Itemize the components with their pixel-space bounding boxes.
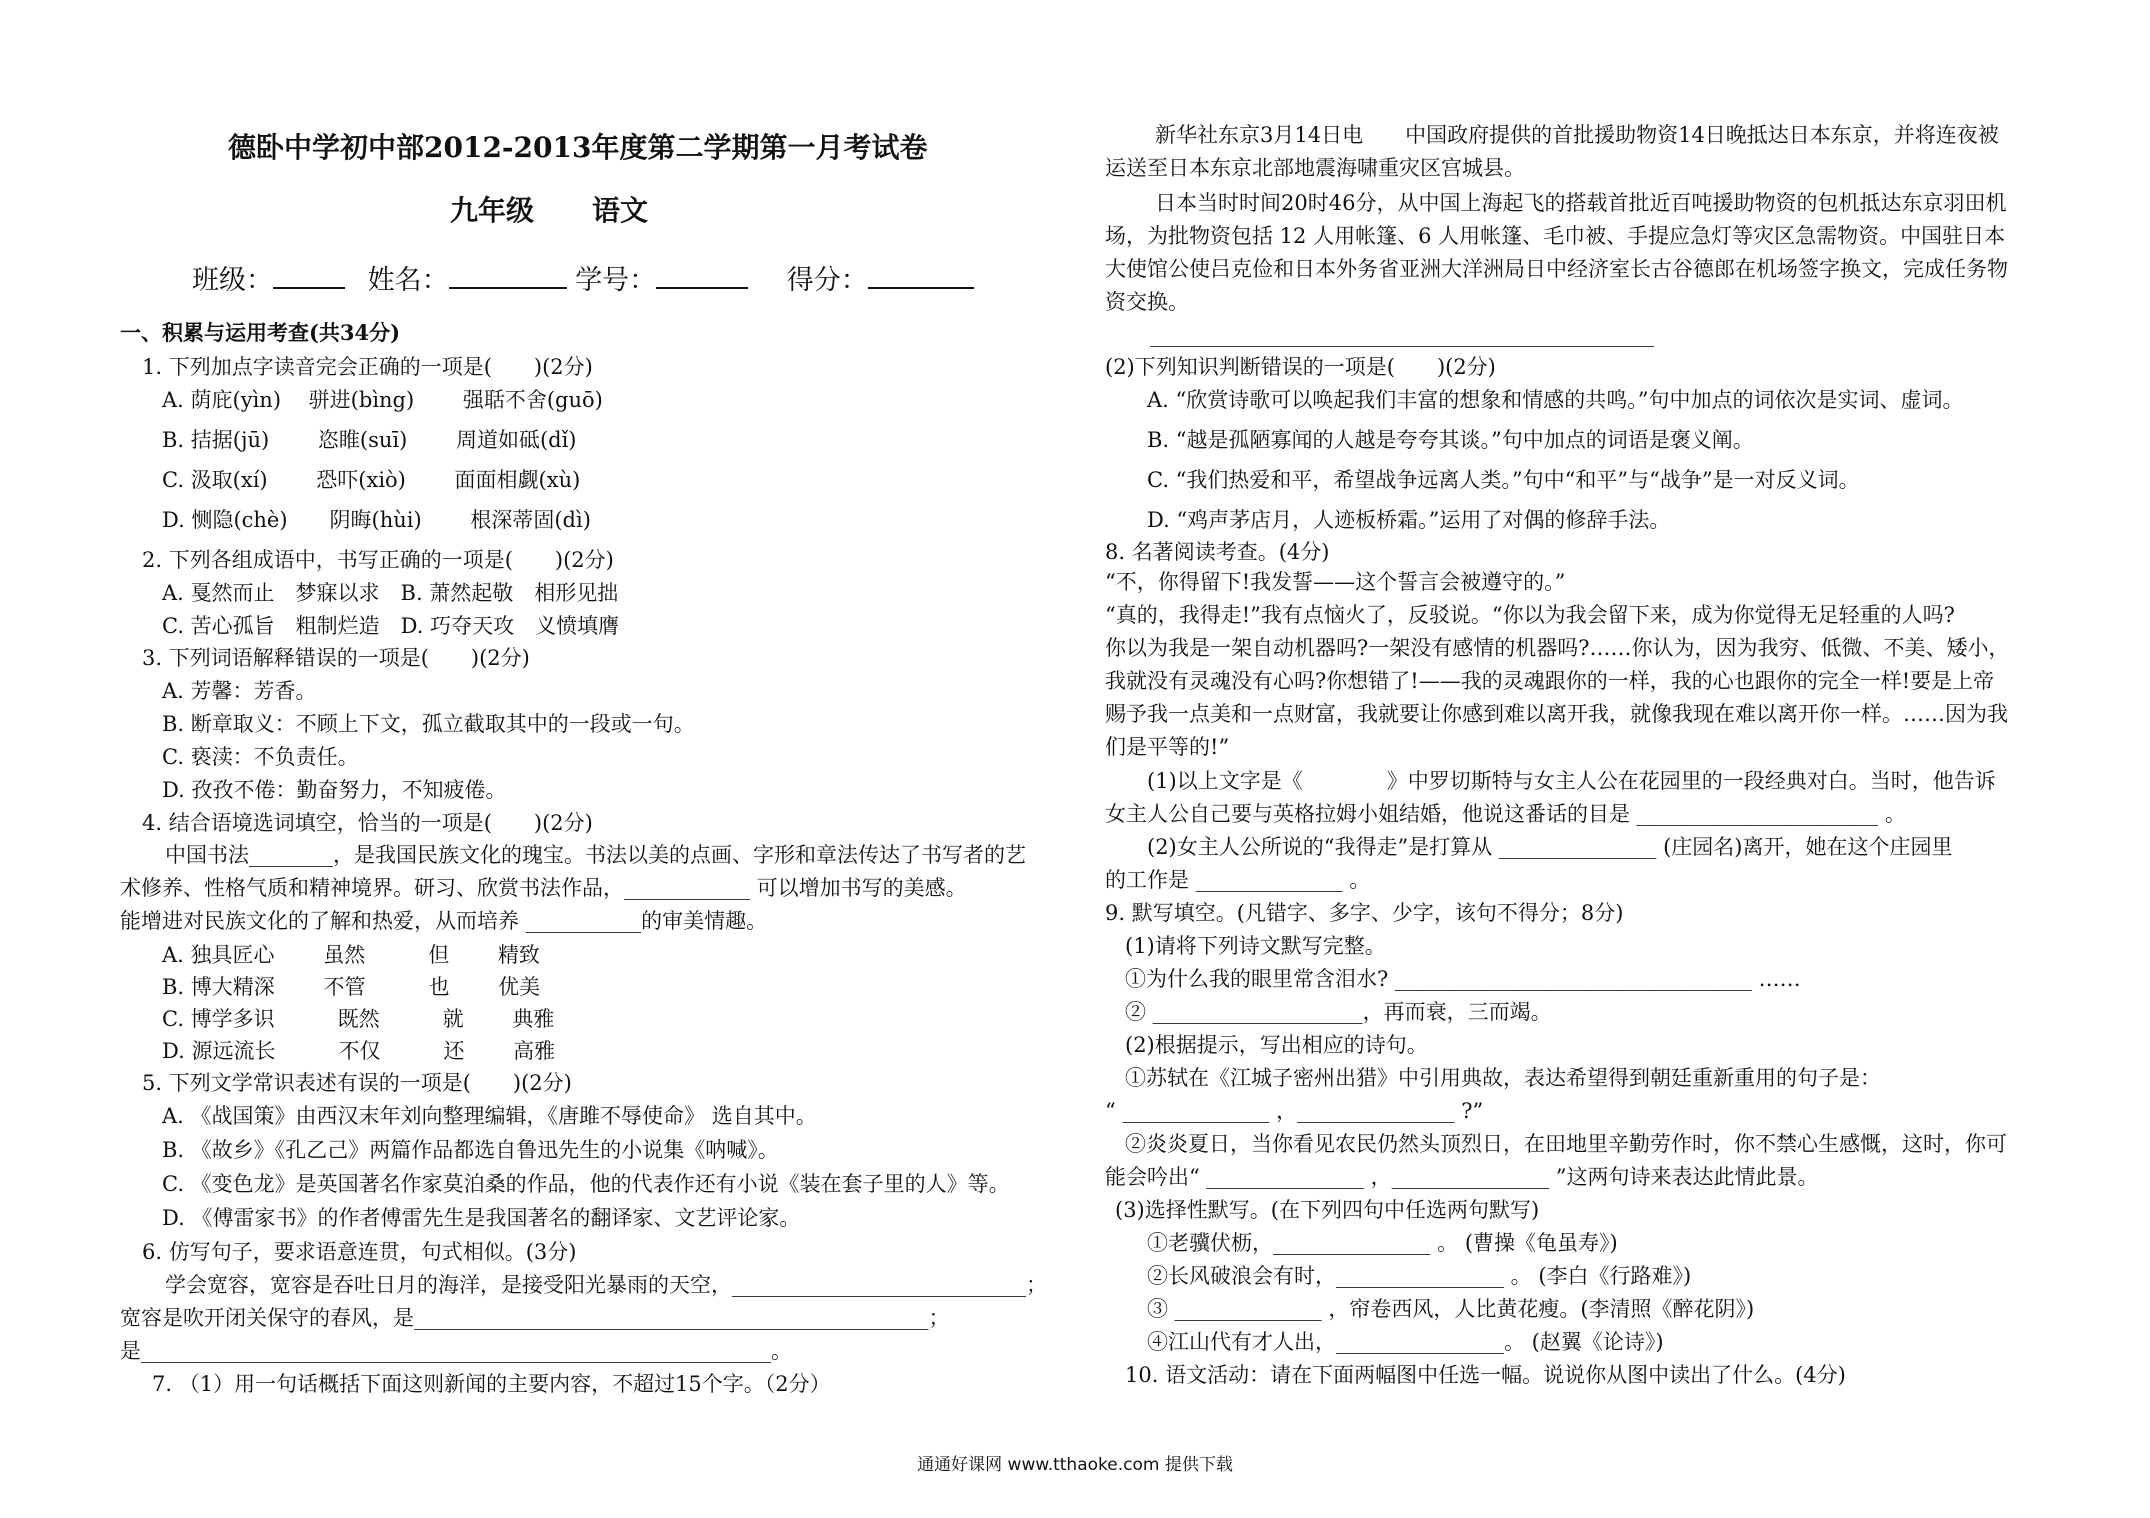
left-text-line: B. 断章取义：不顾上下文，孤立截取其中的一段或一句。 bbox=[162, 712, 695, 736]
grade-label: 九年级 bbox=[450, 194, 535, 227]
page-footer: 通通好课网 www.tthaoke.com 提供下载 bbox=[917, 1455, 1233, 1475]
right-text-line: ①为什么我的眼里常含泪水? __________________________________ …… bbox=[1125, 967, 1801, 991]
right-text-line: (1)以上文字是《 》中罗切斯特与女主人公在花园里的一段经典对白。当时，他告诉 bbox=[1147, 769, 1996, 793]
left-text-line: 一、积累与运用考查(共34分) bbox=[120, 320, 401, 345]
right-text-line: 运送至日本东京北部地震海啸重灾区宫城县。 bbox=[1105, 156, 1525, 180]
right-text-line: “不，你得留下!我发誓——这个誓言会被遵守的。” bbox=[1105, 570, 1566, 594]
left-text-line: 6. 仿写句子，要求语意连贯，句式相似。(3分) bbox=[142, 1240, 577, 1264]
student-id-blank[interactable] bbox=[656, 265, 748, 289]
right-text-line: (3)选择性默写。(在下列四句中任选两句默写) bbox=[1115, 1198, 1540, 1222]
score-label: 得分： bbox=[786, 265, 868, 296]
left-text-line: A. 戛然而止 梦寐以求 B. 萧然起敬 相形见拙 bbox=[162, 581, 619, 605]
right-text-line: A. “欣赏诗歌可以唤起我们丰富的想象和情感的共鸣。”句中加点的词依次是实词、虚词。 bbox=[1147, 388, 1964, 412]
left-text-line: D. 恻隐(chè) 阴晦(hùi) 根深蒂固(dì) bbox=[162, 508, 591, 532]
right-text-line: 能会吟出“ _______________ ，_______________ ”这两句诗来表达此情此景。 bbox=[1105, 1165, 1819, 1189]
right-text-line: ①苏轼在《江城子密州出猎》中引用典故，表达希望得到朝廷重新重用的句子是： bbox=[1125, 1066, 1881, 1090]
left-text-line: 3. 下列词语解释错误的一项是( )(2分) bbox=[142, 646, 530, 670]
student-id-label: 学号： bbox=[575, 265, 657, 296]
right-text-line: ③ ______________ ，帘卷西风，人比黄花瘦。(李清照《醉花阴》) bbox=[1147, 1297, 1755, 1321]
right-text-line: ________________________________________________ bbox=[1150, 323, 1654, 347]
score-blank[interactable] bbox=[868, 265, 974, 289]
left-text-line: 4. 结合语境选词填空，恰当的一项是( )(2分) bbox=[142, 811, 593, 835]
class-blank[interactable] bbox=[273, 265, 345, 289]
left-text-line: B. 博大精深 不管 也 优美 bbox=[162, 975, 541, 999]
right-text-line: D. “鸡声茅店月，人迹板桥霜。”运用了对偶的修辞手法。 bbox=[1147, 508, 1671, 532]
right-text-line: ②长风破浪会有时，________________ 。 (李白《行路难》) bbox=[1147, 1264, 1692, 1288]
right-text-line: 新华社东京3月14日电 中国政府提供的首批援助物资14日晚抵达日本东京，并将连夜被 bbox=[1155, 123, 1999, 147]
right-text-line: 8. 名著阅读考查。(4分) bbox=[1105, 540, 1330, 564]
right-text-line: 的工作是 ______________ 。 bbox=[1105, 868, 1371, 892]
right-text-line: 们是平等的!” bbox=[1105, 735, 1230, 759]
right-text-line: 10. 语文活动：请在下面两幅图中任选一幅。说说你从图中读出了什么。(4分) bbox=[1125, 1363, 1846, 1387]
left-text-line: A. 独具匠心 虽然 但 精致 bbox=[162, 943, 540, 967]
right-text-line: 场，为批物资包括 12 人用帐篷、6 人用帐篷、毛巾被、手提应急灯等灾区急需物资。中国驻日本 bbox=[1105, 224, 2006, 248]
left-text-line: C. 博学多识 既然 就 典雅 bbox=[162, 1007, 555, 1031]
right-text-line: ①老骥伏枥，_______________ 。 (曹操《龟虽寿》) bbox=[1147, 1231, 1618, 1255]
right-text-line: 我就没有灵魂没有心吗?你想错了!——我的灵魂跟你的一样，我的心也跟你的完全一样!要是上帝 bbox=[1105, 669, 1995, 693]
left-text-line: D. 孜孜不倦：勤奋努力，不知疲倦。 bbox=[162, 778, 507, 802]
right-text-line: C. “我们热爱和平，希望战争远离人类。”句中“和平”与“战争”是一对反义词。 bbox=[1147, 468, 1860, 492]
right-text-line: B. “越是孤陋寡闻的人越是夸夸其谈。”句中加点的词语是褒义阐。 bbox=[1147, 428, 1754, 452]
right-text-line: (2)下列知识判断错误的一项是( )(2分) bbox=[1105, 355, 1496, 379]
left-text-line: D. 《傅雷家书》的作者傅雷先生是我国著名的翻译家、文艺评论家。 bbox=[162, 1206, 801, 1230]
left-text-line: D. 源远流长 不仅 还 高雅 bbox=[162, 1039, 556, 1063]
left-text-line: B. 《故乡》《孔乙己》两篇作品都选自鲁迅先生的小说集《呐喊》。 bbox=[162, 1138, 779, 1162]
name-blank[interactable] bbox=[449, 265, 567, 289]
left-text-line: 术修养、性格气质和精神境界。研习、欣赏书法作品，____________ 可以增加书写的美感。 bbox=[120, 876, 967, 900]
left-text-line: 5. 下列文学常识表述有误的一项是( )(2分) bbox=[142, 1071, 572, 1095]
right-text-line: (2)女主人公所说的“我得走”是打算从 _______________ (庄园名)离开，她在这个庄园里 bbox=[1147, 835, 1953, 859]
left-text-line: 学会宽容，宽容是吞吐日月的海洋，是接受阳光暴雨的天空，____________________________； bbox=[165, 1273, 1047, 1297]
right-text-line: (1)请将下列诗文默写完整。 bbox=[1125, 934, 1386, 958]
info-row bbox=[192, 265, 974, 296]
left-text-line: C. 《变色龙》是英国著名作家莫泊桑的作品，他的代表作还有小说《装在套子里的人》等。 bbox=[162, 1172, 1010, 1196]
left-text-line: C. 苦心孤旨 粗制烂造 D. 巧夺天攻 义愤填膺 bbox=[162, 614, 620, 638]
subject-label: 语文 bbox=[592, 194, 649, 227]
right-text-line: (2)根据提示，写出相应的诗句。 bbox=[1125, 1033, 1428, 1057]
left-text-line: 1. 下列加点字读音完会正确的一项是( )(2分) bbox=[142, 355, 593, 379]
right-text-line: “ ______________ ，_______________ ?” bbox=[1105, 1099, 1484, 1123]
left-text-line: C. 亵渎：不负责任。 bbox=[162, 745, 359, 769]
left-text-line: A. 《战国策》由西汉末年刘向整理编辑，《唐雎不辱使命》 选自其中。 bbox=[162, 1104, 817, 1128]
name-label: 姓名： bbox=[367, 265, 449, 296]
right-text-line: ②炎炎夏日，当你看见农民仍然头顶烈日，在田地里辛勤劳作时，你不禁心生感慨，这时，你可 bbox=[1125, 1132, 2007, 1156]
right-text-line: “真的，我得走!”我有点恼火了，反驳说。“你以为我会留下来，成为你觉得无足轻重的人吗? bbox=[1105, 603, 1955, 627]
left-text-line: A. 芳馨：芳香。 bbox=[162, 679, 317, 703]
right-text-line: 赐予我一点美和一点财富，我就要让你感到难以离开我，就像我现在难以离开你一样。……因为我 bbox=[1105, 702, 2008, 726]
left-text-line: 7. （1）用一句话概括下面这则新闻的主要内容，不超过15个字。（2分） bbox=[152, 1372, 831, 1396]
right-text-line: 资交换。 bbox=[1105, 290, 1189, 314]
left-text-line: 能增进对民族文化的了解和热爱，从而培养 ___________的审美情趣。 bbox=[120, 909, 768, 933]
left-text-line: 是____________________________________________________________。 bbox=[120, 1339, 792, 1363]
exam-title: 德卧中学初中部2012-2013年度第二学期第一月考试卷 bbox=[228, 131, 928, 164]
right-text-line: 女主人公自己要与英格拉姆小姐结婚，他说这番话的目是 _______________________ 。 bbox=[1105, 802, 1906, 826]
left-text-line: 中国书法________，是我国民族文化的瑰宝。书法以美的点画、字形和章法传达了书写者的艺 bbox=[165, 843, 1026, 867]
right-text-line: ② ____________________，再而衰，三而竭。 bbox=[1125, 1000, 1552, 1024]
left-text-line: 宽容是吹开闭关保守的春风，是_________________________________________________； bbox=[120, 1306, 950, 1330]
class-label: 班级： bbox=[192, 265, 273, 296]
right-text-line: 你以为我是一架自动机器吗?一架没有感情的机器吗?……你认为，因为我穷、低微、不美、矮小， bbox=[1105, 636, 2010, 660]
right-text-line: 9. 默写填空。(凡错字、多字、少字，该句不得分；8分) bbox=[1105, 901, 1624, 925]
left-text-line: C. 汲取(xí) 恐吓(xiò) 面面相觑(xù) bbox=[162, 468, 581, 492]
right-text-line: 日本当时时间20时46分，从中国上海起飞的搭载首批近百吨援助物资的包机抵达东京羽田机 bbox=[1155, 191, 2007, 215]
left-text-line: B. 拮据(jū) 恣睢(suī) 周道如砥(dǐ) bbox=[162, 428, 577, 452]
left-text-line: A. 荫庇(yìn) 骈进(bìng) 强聒不舍(guō) bbox=[162, 388, 603, 412]
right-text-line: ④江山代有才人出，________________。 (赵翼《论诗》) bbox=[1147, 1330, 1664, 1354]
left-text-line: 2. 下列各组成语中，书写正确的一项是( )(2分) bbox=[142, 548, 614, 572]
right-text-line: 大使馆公使吕克俭和日本外务省亚洲大洋洲局日中经济室长古谷德郎在机场签字换文，完成任务物 bbox=[1105, 257, 2008, 281]
